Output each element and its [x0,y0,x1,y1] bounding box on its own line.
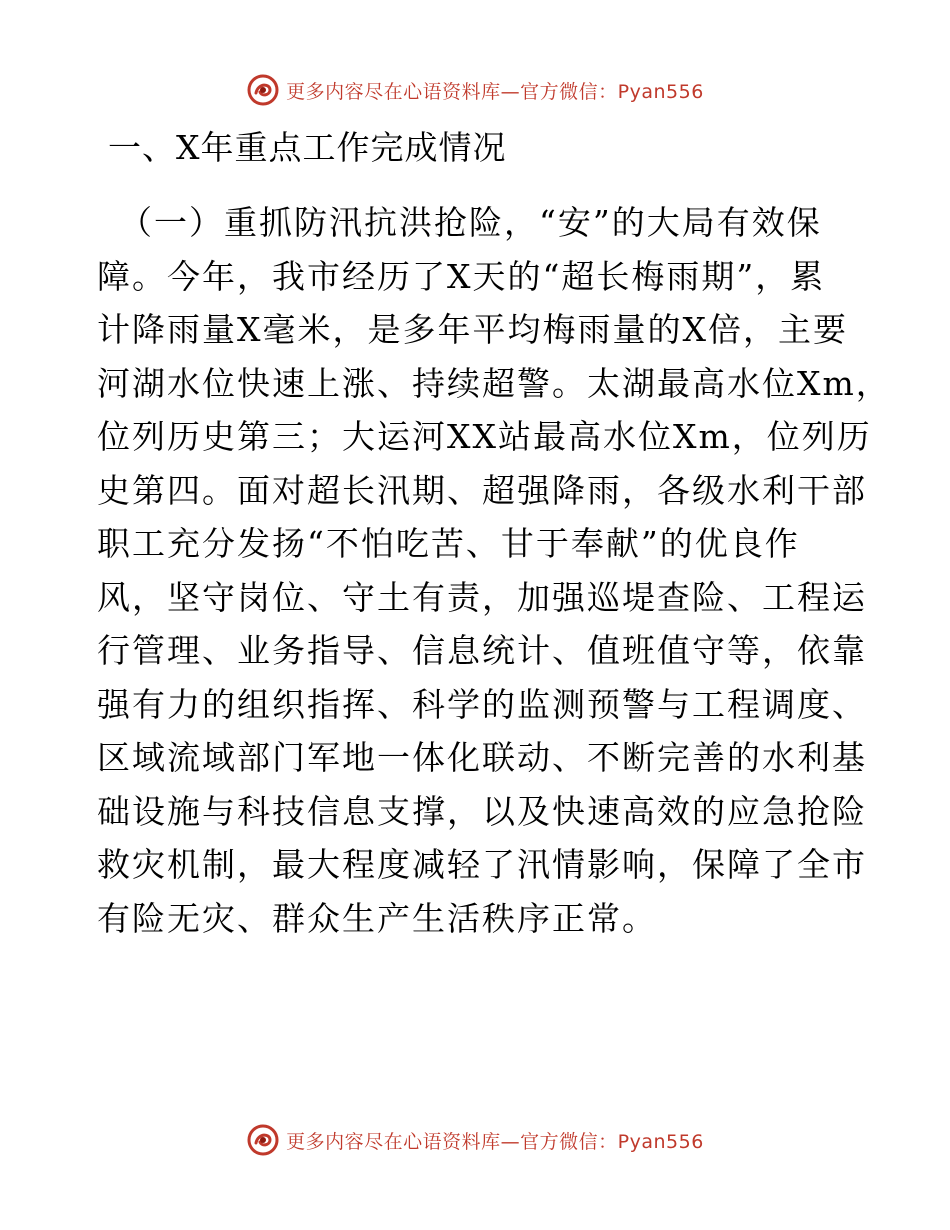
paragraph-line: 础设施与科技信息支撑，以及快速高效的应急抢险 [97,791,867,831]
paragraph-line: 位列历史第三；大运河XX站最高水位Xm，位列历 [97,417,872,456]
swirl-logo-icon [246,73,280,107]
footer-banner [0,1120,950,1160]
paragraph-line: 史第四。面对超长汛期、超强降雨，各级水利干部 [97,470,867,510]
paragraph-line: 行管理、业务指导、信息统计、值班值守等，依靠 [97,631,867,670]
section-title: 一、X年重点工作完成情况 [108,128,507,167]
paragraph-line: 障。今年，我市经历了X天的“超长梅雨期”，累 [97,256,826,296]
footer-banner-text: 更多内容尽在心语资料库—官方微信：Pyan556 [286,1130,704,1153]
paragraph-line: 救灾机制，最大程度减轻了汛情影响，保障了全市 [97,845,867,884]
header-banner-text: 更多内容尽在心语资料库—官方微信：Pyan556 [286,80,704,103]
swirl-logo-icon [246,1123,280,1157]
header-banner [0,70,950,110]
footer-banner-content [246,1123,704,1157]
paragraph-line: 有险无灾、群众生产生活秩序正常。 [97,898,657,938]
paragraph-line: 强有力的组织指挥、科学的监测预警与工程调度、 [97,684,867,724]
paragraph-line: 风，坚守岗位、守土有责，加强巡堤查险、工程运 [97,577,867,617]
paragraph-line: 河湖水位快速上涨、持续超警。太湖最高水位Xm， [97,363,891,403]
paragraph-line: 区域流域部门军地一体化联动、不断完善的水利基 [97,738,867,777]
header-banner-content [246,73,704,107]
paragraph-line: （一）重抓防汛抗洪抢险，“安”的大局有效保 [119,203,822,242]
paragraph-line: 计降雨量X毫米，是多年平均梅雨量的X倍，主要 [97,310,848,349]
paragraph [97,196,891,945]
paragraph-line: 职工充分发扬“不怕吃苦、甘于奉献”的优良作 [97,524,800,563]
